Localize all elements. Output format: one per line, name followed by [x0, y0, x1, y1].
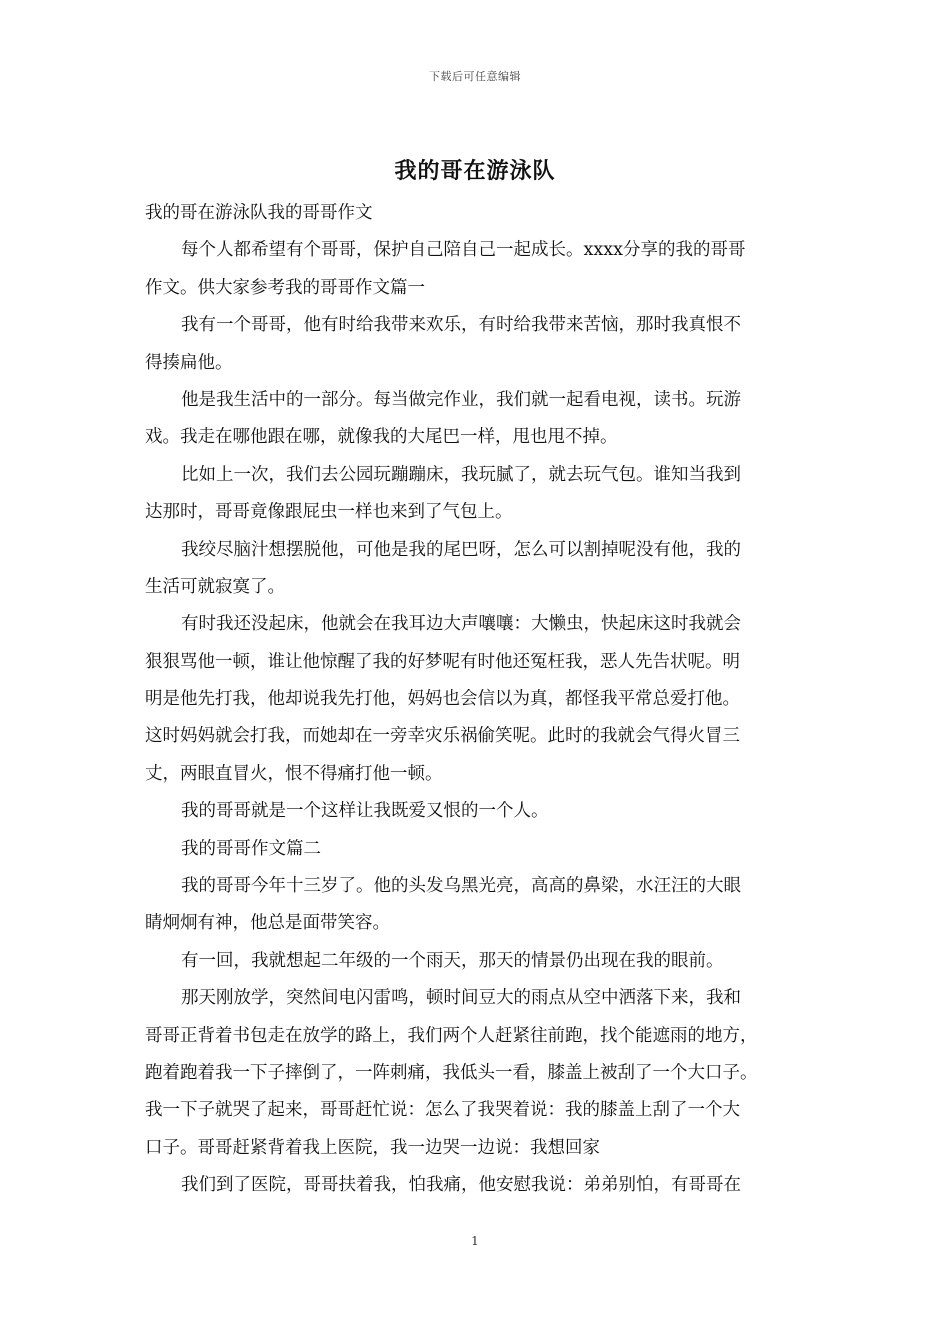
text-line: 作文。供大家参考我的哥哥作文篇一: [145, 277, 425, 298]
text-line: 他是我生活中的一部分。每当做完作业，我们就一起看电视，读书。玩游: [181, 389, 741, 410]
text-line: 我的哥哥就是一个这样让我既爱又恨的一个人。: [181, 801, 549, 822]
header-note: 下载后可任意编辑: [429, 70, 521, 83]
text-line: 我的哥哥今年十三岁了。他的头发乌黑光亮，高高的鼻梁，水汪汪的大眼: [181, 876, 741, 897]
text-line: 睛炯炯有神，他总是面带笑容。: [145, 913, 390, 934]
text-line: 这时妈妈就会打我，而她却在一旁幸灾乐祸偷笑呢。此时的我就会气得火冒三: [145, 726, 740, 747]
page-number: 1: [471, 1234, 479, 1248]
text-line: 得揍扁他。: [145, 352, 233, 373]
text-line: 戏。我走在哪他跟在哪，就像我的大尾巴一样，甩也甩不掉。: [145, 427, 618, 448]
text-line: 我的哥在游泳队我的哥哥作文: [145, 203, 373, 223]
text-line: 每个人都希望有个哥哥，保护自己陪自己一起成长。xxxx分享的我的哥哥: [181, 240, 746, 261]
text-line: 有一回，我就想起二年级的一个雨天，那天的情景仍出现在我的眼前。: [181, 950, 724, 971]
text-line: 比如上一次，我们去公园玩蹦蹦床，我玩腻了，就去玩气包。谁知当我到: [181, 464, 741, 485]
text-line: 达那时，哥哥竟像跟屁虫一样也来到了气包上。: [145, 502, 513, 523]
text-line: 有时我还没起床，他就会在我耳边大声嚷嚷：大懒虫，快起床这时我就会: [181, 614, 741, 635]
text-line: 那天刚放学，突然间电闪雷鸣，顿时间豆大的雨点从空中洒落下来，我和: [181, 988, 741, 1009]
text-line: 我一下子就哭了起来，哥哥赶忙说：怎么了我哭着说：我的膝盖上刮了一个大: [145, 1100, 740, 1121]
document-body: [145, 195, 807, 1205]
text-line: 我绞尽脑汁想摆脱他，可他是我的尾巴呀，怎么可以割掉呢没有他，我的: [181, 539, 741, 560]
text-line: 哥哥正背着书包走在放学的路上，我们两个人赶紧往前跑，找个能遮雨的地方，: [145, 1025, 758, 1046]
text-line: 狠狠骂他一顿，谁让他惊醒了我的好梦呢有时他还冤枉我，恶人先告状呢。明: [145, 651, 740, 672]
text-line: 我的哥哥作文篇二: [181, 838, 321, 859]
text-line: 口子。哥哥赶紧背着我上医院，我一边哭一边说：我想回家: [145, 1137, 600, 1158]
text-line: 明是他先打我，他却说我先打他，妈妈也会信以为真，都怪我平常总爱打他。: [145, 689, 740, 710]
document-title: 我的哥在游泳队: [394, 158, 556, 184]
text-line: 生活可就寂寞了。: [145, 576, 285, 597]
text-line: 丈，两眼直冒火，恨不得痛打他一顿。: [145, 763, 443, 784]
text-line: 跑着跑着我一下子摔倒了，一阵刺痛，我低头一看，膝盖上被刮了一个大口子。: [145, 1062, 758, 1083]
text-line: 我有一个哥哥，他有时给我带来欢乐，有时给我带来苦恼，那时我真恨不: [181, 315, 741, 336]
text-line: 我们到了医院，哥哥扶着我，怕我痛，他安慰我说：弟弟别怕，有哥哥在: [181, 1175, 741, 1196]
